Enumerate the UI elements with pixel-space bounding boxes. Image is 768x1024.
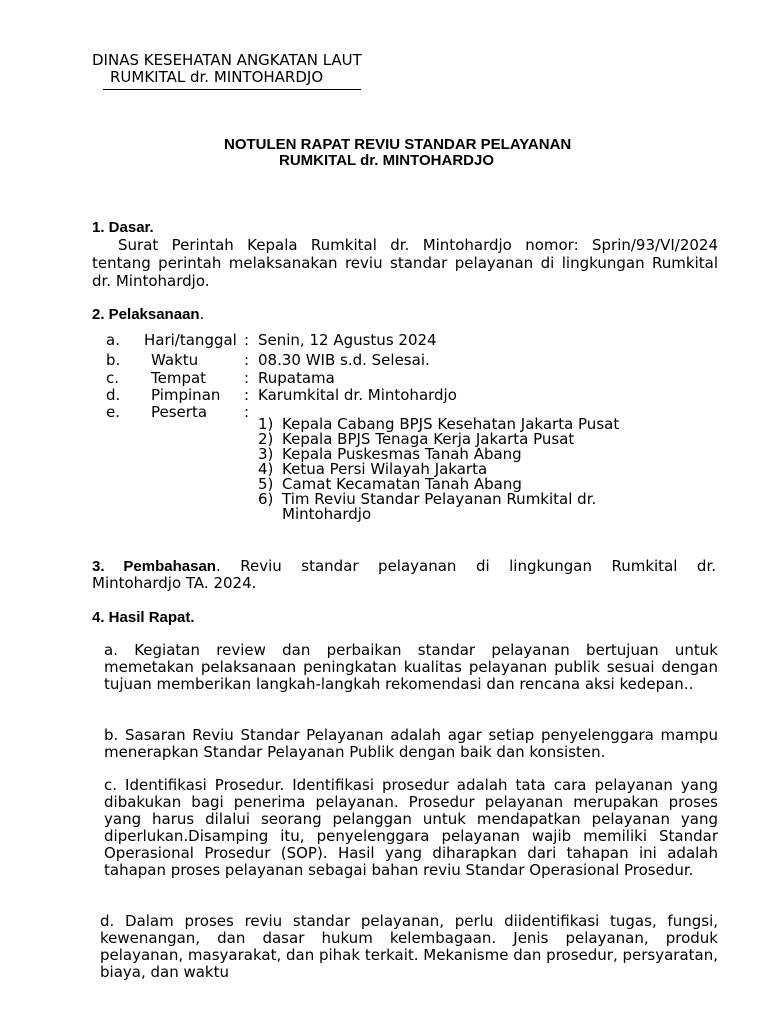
list-item-number: 5) — [258, 475, 274, 493]
row-value: Senin, 12 Agustus 2024 — [258, 331, 437, 349]
section-pelaksanaan-heading-text: 2. Pelaksanaan — [92, 306, 200, 323]
document-title-line2: RUMKITAL dr. MINTOHARDJO — [279, 152, 495, 169]
agency-name: DINAS KESEHATAN ANGKATAN LAUT — [92, 51, 362, 69]
list-item-text: Kepala BPJS Tenaga Kerja Jakarta Pusat — [282, 430, 575, 448]
document-title-line1: NOTULEN RAPAT REVIU STANDAR PELAYANAN — [224, 136, 572, 153]
row-letter: b. — [106, 351, 121, 369]
section-dasar-line3: dr. Mintohardjo. — [92, 272, 210, 290]
hasil-item-c: c. Identifikasi Prosedur. Identifikasi prosedur adalah tata cara pelayanan yang dibakukan bagi penerima pelayanan. Prosedur pelayanan merupakan proses yang harus dilalui seorang pelanggan untuk mendapatkan pelayanan yang diperlukan.Disamping itu, penyelenggara pelayanan wajib memiliki Standar Operasional Prosedur (SOP). Hasil yang diharapkan dari tahapan ini adalah tahapan proses pelayanan sebagai bahan reviu Standar Operasional Prosedur. — [104, 776, 718, 879]
list-item-text: Camat Kecamatan Tanah Abang — [282, 475, 522, 493]
list-item — [258, 492, 622, 522]
section-hasil-heading: 4. Hasil Rapat. — [92, 609, 195, 626]
row-letter: a. — [106, 331, 120, 349]
section-pembahasan-line1 — [92, 557, 716, 575]
section-pembahasan-heading: 3. Pembahasan — [92, 558, 216, 575]
list-item-number: 3) — [258, 445, 274, 463]
row-label: Peserta — [151, 403, 208, 421]
row-colon: : — [244, 386, 250, 404]
row-label: Pimpinan — [151, 386, 221, 404]
section-pelaksanaan-heading — [92, 305, 204, 323]
list-item-number: 1) — [258, 415, 274, 433]
hasil-item-b: b. Sasaran Reviu Standar Pelayanan adalah agar setiap penyelenggara mampu menerapkan Standar Pelayanan Publik dengan baik dan konsisten. — [104, 726, 718, 761]
row-colon: : — [244, 351, 250, 369]
row-colon: : — [244, 331, 250, 349]
row-value: Karumkital dr. Mintohardjo — [258, 386, 457, 404]
hasil-item-a: a. Kegiatan review dan perbaikan standar pelayanan bertujuan untuk memetakan pelaksanaan peningkatan kualitas pelayanan publik sesuai dengan tujuan memberikan langkah-langkah rekomendasi dan rencana aksi kedepan.. — [104, 641, 718, 693]
hasil-item-d: d. Dalam proses reviu standar pelayanan, perlu diidentifikasi tugas, fungsi, kewenangan, dan dasar hukum kelembagaan. Jenis pelayanan, produk pelayanan, masyarakat, dan pihak terkait. Mekanisme dan prosedur, persyaratan, biaya, dan waktu — [100, 912, 718, 981]
list-item-text: Kepala Cabang BPJS Kesehatan Jakarta Pusat — [282, 415, 620, 433]
section-dasar-line2: tentang perintah melaksanakan reviu standar pelayanan di lingkungan Rumkital — [92, 254, 718, 272]
section-pelaksanaan-heading-period: . — [199, 305, 205, 323]
peserta-list — [258, 417, 622, 522]
row-value: Rupatama — [258, 369, 335, 387]
list-item-number: 4) — [258, 460, 274, 478]
section-dasar-line1: Surat Perintah Kepala Rumkital dr. Mintohardjo nomor: Sprin/93/VI/2024 — [118, 236, 718, 254]
list-item-text: Ketua Persi Wilayah Jakarta — [282, 460, 488, 478]
row-letter: c. — [106, 369, 120, 387]
section-dasar-heading: 1. Dasar. — [92, 219, 154, 236]
row-colon: : — [244, 369, 250, 387]
row-label: Tempat — [151, 369, 207, 387]
row-letter: e. — [106, 403, 120, 421]
row-label: Hari/tanggal — [144, 331, 237, 349]
list-item-text: Kepala Puskesmas Tanah Abang — [282, 445, 522, 463]
header-underline — [103, 89, 361, 90]
list-item-text: Tim Reviu Standar Pelayanan Rumkital dr. Mintohardjo — [282, 490, 597, 523]
list-item-number: 6) — [258, 490, 274, 508]
hospital-name: RUMKITAL dr. MINTOHARDJO — [110, 68, 324, 86]
row-letter: d. — [106, 386, 121, 404]
row-value: 08.30 WIB s.d. Selesai. — [258, 351, 430, 369]
row-label: Waktu — [151, 351, 199, 369]
row-colon: : — [244, 403, 250, 421]
section-pembahasan-text: . Reviu standar pelayanan di lingkungan Rumkital dr. — [215, 557, 717, 575]
list-item-number: 2) — [258, 430, 274, 448]
section-pembahasan-line2: Mintohardjo TA. 2024. — [92, 574, 257, 592]
